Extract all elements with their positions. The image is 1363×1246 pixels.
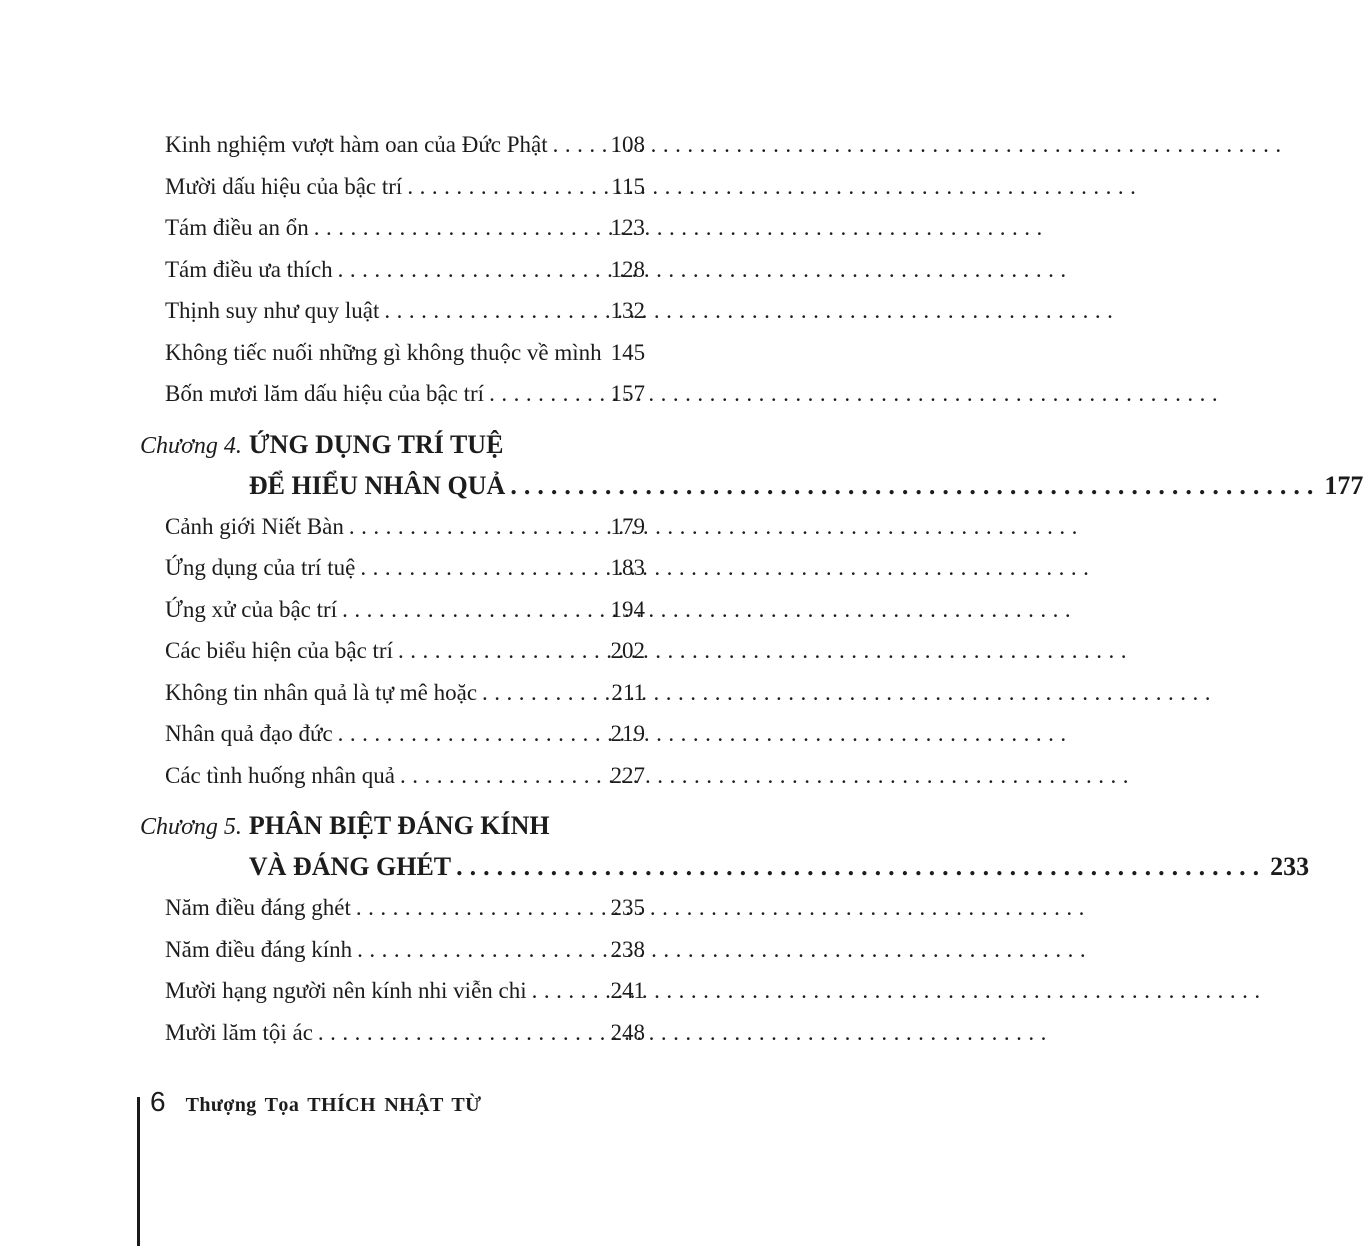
toc-entry	[165, 290, 645, 332]
entry-page-number: 179	[610, 513, 645, 539]
toc-entry	[165, 506, 645, 548]
dot-leader	[553, 124, 607, 166]
toc-chapter	[140, 425, 1363, 506]
dot-leader	[398, 630, 607, 672]
chapter-title-line2-row	[249, 466, 1363, 506]
toc-entry	[165, 672, 645, 714]
toc-entry	[165, 373, 645, 415]
chapter-title-line2: VÀ ĐÁNG GHÉT	[248, 852, 452, 881]
toc-entry	[165, 630, 645, 672]
chapter-title-line1: PHÂN BIỆT ĐÁNG KÍNH	[248, 811, 550, 840]
entry-title: Mười lăm tội ác	[165, 1019, 313, 1045]
toc-chapter	[140, 806, 1310, 887]
toc-entry	[165, 166, 645, 208]
entry-page-number: 128	[610, 256, 645, 282]
entry-title: Ứng dụng của trí tuệ	[165, 555, 356, 580]
toc-entry	[165, 124, 645, 166]
entry-page-number: 227	[610, 762, 645, 788]
entry-page-number: 132	[610, 298, 645, 323]
chapter-title-line1: ỨNG DỤNG TRÍ TUỆ	[248, 429, 504, 459]
toc-entry	[165, 755, 645, 797]
chapter-page-number: 177	[1324, 470, 1363, 500]
entry-page-number: 238	[610, 936, 645, 962]
entry-page-number: 248	[610, 1019, 645, 1045]
entry-page-number: 183	[610, 555, 645, 580]
dot-leader	[342, 589, 606, 631]
entry-title: Nhân quả đạo đức	[165, 721, 333, 746]
entry-page-number: 235	[610, 895, 645, 920]
entry-title: Các biểu hiện của bậc trí	[165, 638, 393, 663]
dot-leader	[532, 970, 607, 1012]
toc-entry	[165, 929, 645, 971]
entry-page-number: 157	[610, 381, 645, 406]
entry-page-number: 202	[610, 638, 645, 663]
dot-leader	[384, 290, 606, 332]
entry-page-number: 194	[610, 596, 645, 622]
footer-vertical-rule	[137, 1097, 140, 1246]
chapter-label: Chương 4.	[140, 432, 242, 459]
dot-leader	[356, 887, 607, 929]
toc-entry	[165, 589, 645, 631]
entry-title: Năm điều đáng kính	[165, 936, 353, 962]
dot-leader	[489, 373, 606, 415]
toc-entry	[165, 713, 645, 755]
entry-title: Kinh nghiệm vượt hàm oan của Đức Phật	[165, 132, 548, 157]
dot-leader	[349, 506, 607, 548]
toc-entry	[165, 1012, 645, 1054]
dot-leader	[482, 672, 607, 714]
toc-entry	[165, 249, 645, 291]
entry-title: Tám điều ưa thích	[165, 256, 333, 282]
entry-page-number: 123	[610, 215, 645, 240]
entry-title: Bốn mươi lăm dấu hiệu của bậc trí	[165, 381, 485, 406]
entry-title: Mười dấu hiệu của bậc trí	[165, 173, 403, 199]
chapter-title-line2: ĐỂ HIỂU NHÂN QUẢ	[248, 470, 506, 500]
page-footer	[150, 1086, 481, 1118]
footer-page-number: 6	[150, 1086, 166, 1117]
dot-leader	[400, 755, 607, 797]
dot-leader	[456, 847, 1266, 887]
entry-page-number: 145	[610, 339, 646, 365]
toc-entry	[165, 887, 645, 929]
footer-running-title: Thượng Tọa THÍCH NHẬT TỪ	[185, 1094, 482, 1116]
dot-leader	[314, 207, 607, 249]
entry-title: Tám điều an ổn	[165, 215, 309, 240]
entry-title: Năm điều đáng ghét	[165, 895, 351, 920]
toc-entry	[165, 547, 645, 589]
toc-entry	[165, 332, 645, 374]
entry-page-number: 108	[610, 132, 645, 157]
chapter-label: Chương 5.	[140, 814, 242, 840]
entry-page-number: 211	[611, 679, 645, 705]
entry-title: Các tình huống nhân quả	[165, 762, 395, 788]
toc-entry	[165, 207, 645, 249]
dot-leader	[338, 249, 607, 291]
entry-title: Thịnh suy như quy luật	[165, 298, 380, 323]
chapter-title-line2-row	[249, 847, 1309, 887]
chapter-page-number: 233	[1270, 852, 1310, 881]
toc-list	[140, 124, 1363, 1053]
dot-leader	[360, 547, 606, 589]
entry-page-number: 115	[611, 173, 645, 199]
entry-page-number: 219	[610, 721, 645, 746]
dot-leader	[318, 1012, 607, 1054]
entry-title: Không tiếc nuối những gì không thuộc về mình	[165, 339, 602, 365]
dot-leader	[357, 929, 606, 971]
entry-title: Không tin nhân quả là tự mê hoặc	[165, 679, 478, 705]
entry-title: Cảnh giới Niết Bàn	[165, 513, 344, 539]
dot-leader	[338, 713, 607, 755]
entry-page-number: 241	[610, 978, 645, 1003]
entry-title: Mười hạng người nên kính nhi viễn chi	[165, 978, 527, 1003]
entry-title: Ứng xử của bậc trí	[165, 596, 338, 622]
dot-leader	[510, 466, 1320, 506]
dot-leader	[407, 166, 607, 208]
toc-entry	[165, 970, 645, 1012]
